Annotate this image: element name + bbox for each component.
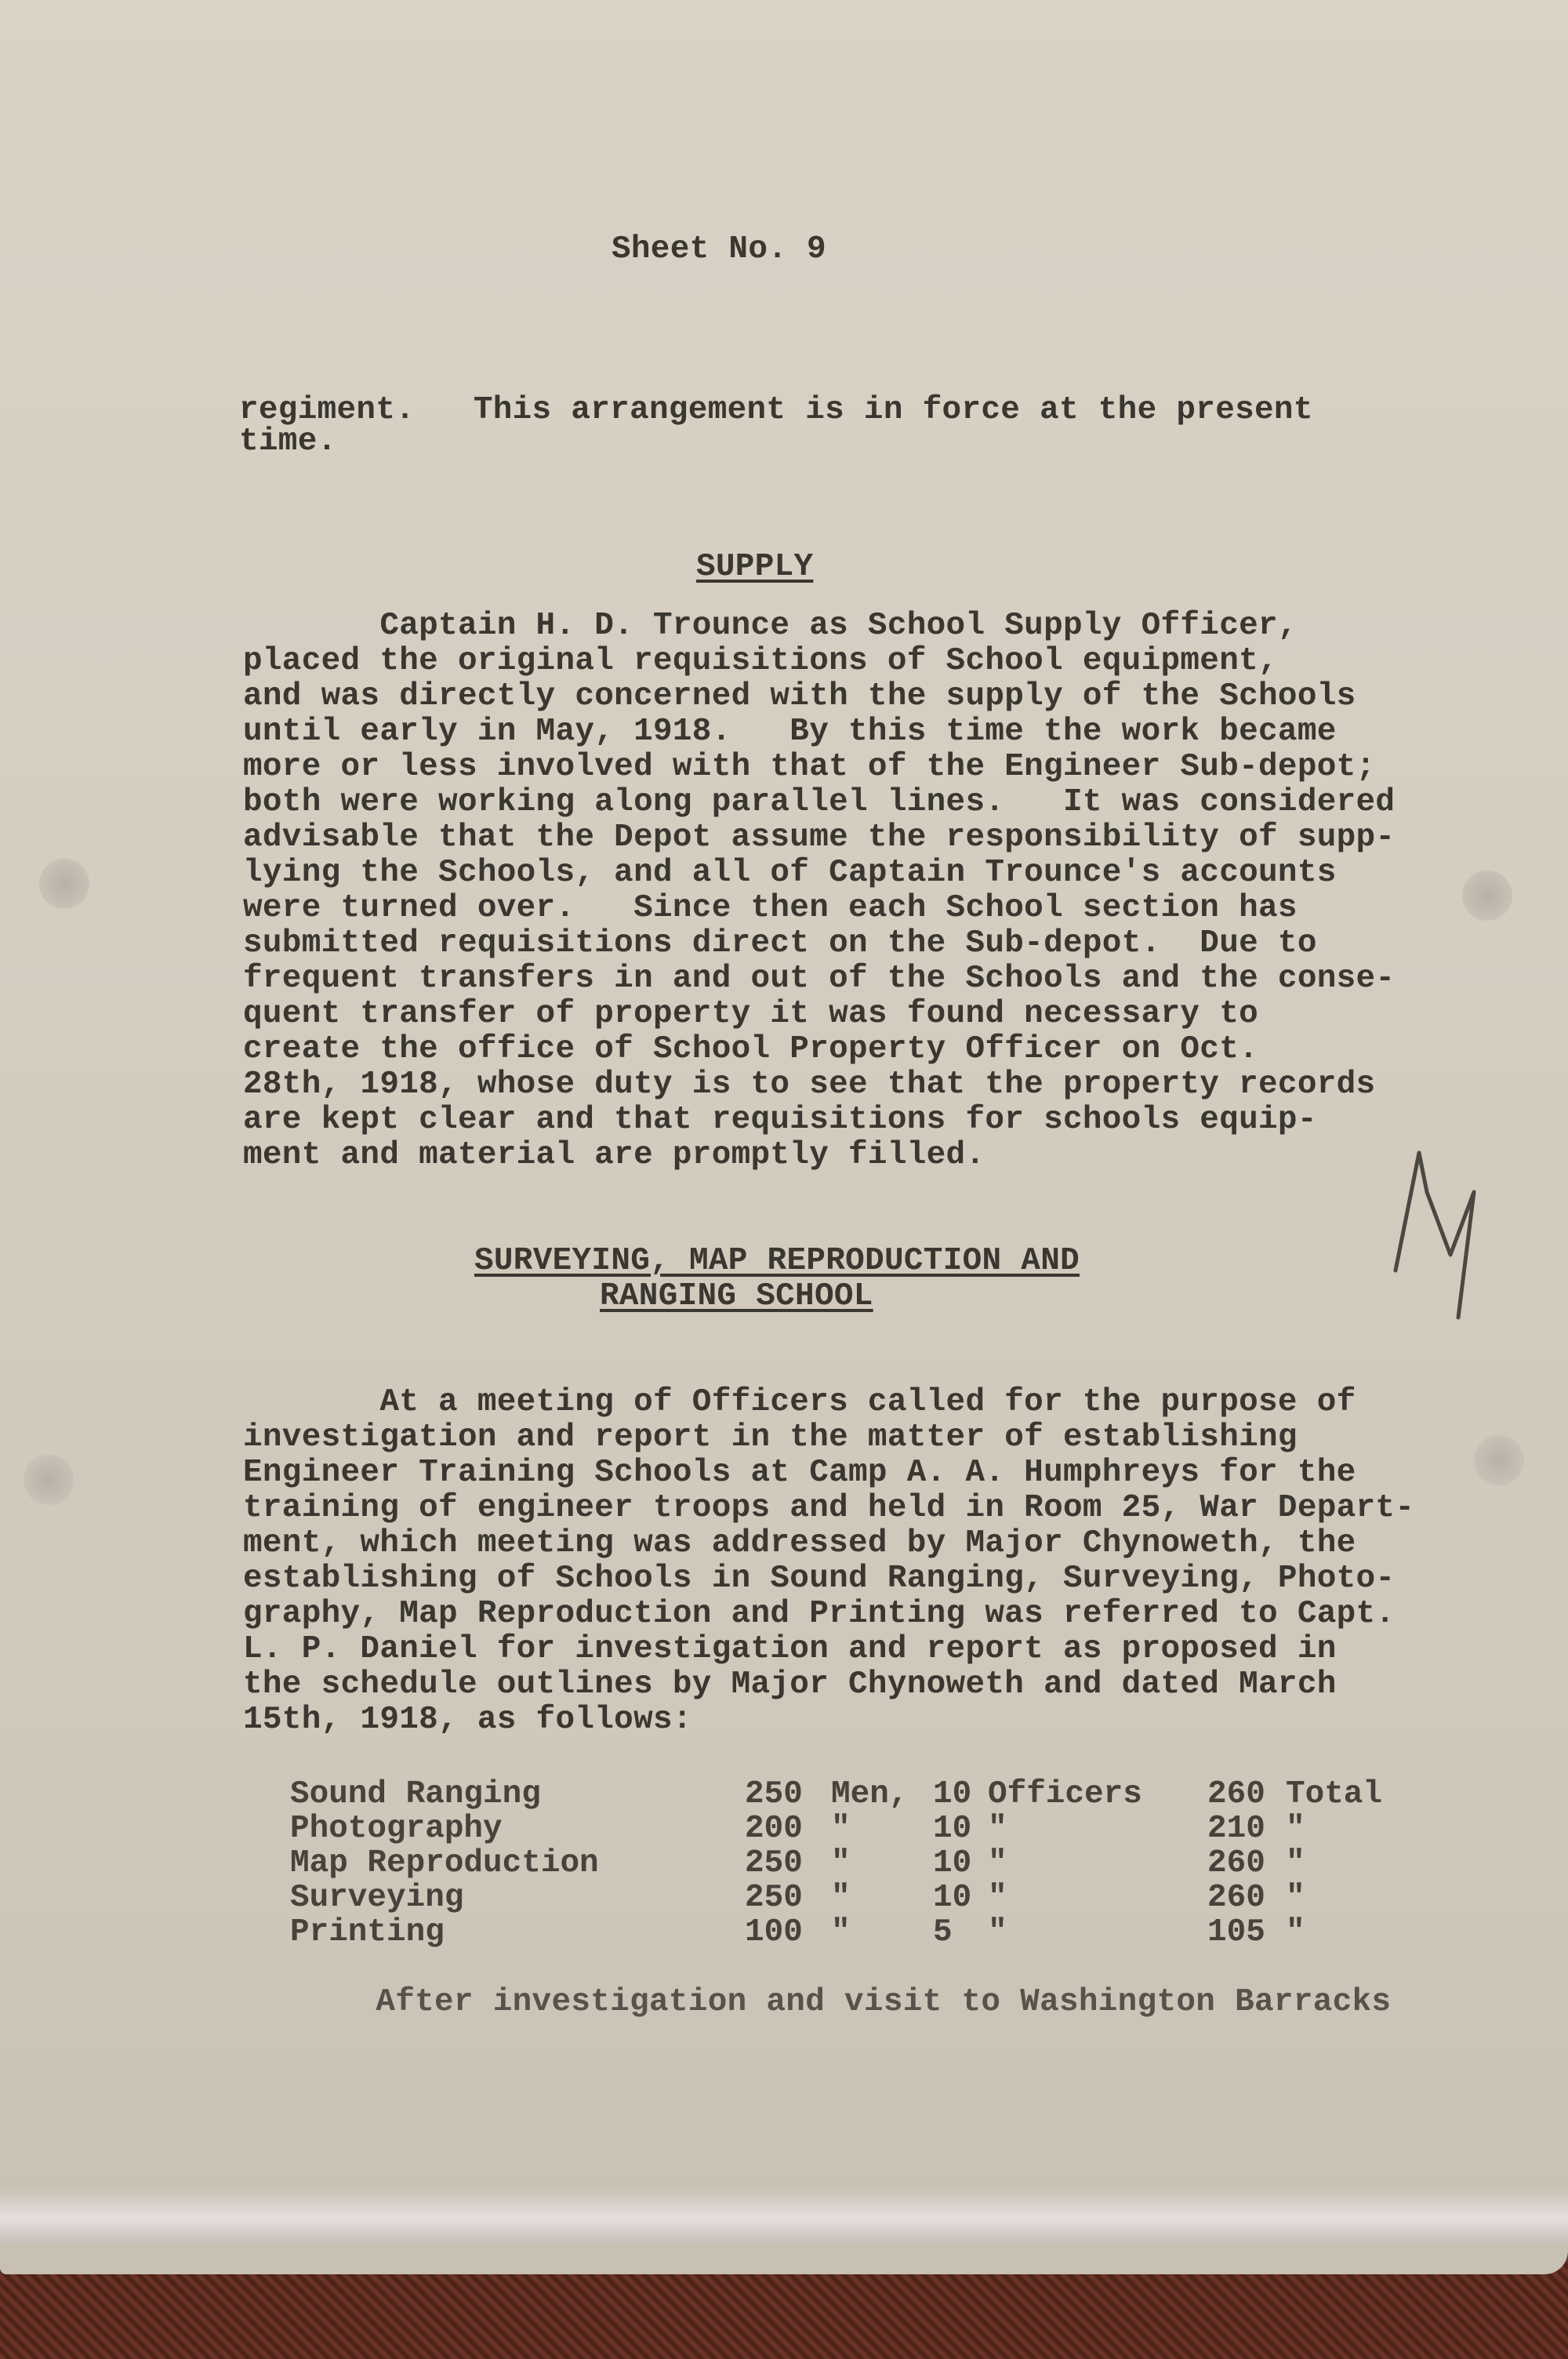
table-cell-officers-unit: " xyxy=(988,1811,1007,1847)
text-line: the schedule outlines by Major Chynoweth and dated March xyxy=(243,1667,1337,1703)
table-cell-total: 260 xyxy=(1207,1880,1265,1916)
table-cell-school: Photography xyxy=(290,1811,503,1847)
text-line: 15th, 1918, as follows: xyxy=(243,1702,692,1738)
table-cell-men: 250 xyxy=(745,1845,803,1881)
surveying-heading-line2: RANGING SCHOOL xyxy=(600,1278,873,1314)
text-line: Captain H. D. Trounce as School Supply Officer, xyxy=(243,608,1298,644)
text-line: Engineer Training Schools at Camp A. A. Humphreys for the xyxy=(243,1455,1356,1491)
table-cell-total-unit: " xyxy=(1286,1845,1305,1881)
text-line: lying the Schools, and all of Captain Trounce's accounts xyxy=(243,855,1337,891)
table-cell-total-unit: " xyxy=(1286,1811,1305,1847)
table-row xyxy=(290,1880,1388,1916)
punch-hole xyxy=(39,859,89,909)
table-cell-total-unit: " xyxy=(1286,1914,1305,1950)
table-cell-officers: 10 xyxy=(933,1845,972,1881)
table-cell-officers-unit: " xyxy=(988,1914,1007,1950)
table-cell-men-unit: " xyxy=(831,1880,851,1916)
table-cell-officers: 10 xyxy=(933,1776,972,1812)
surveying-heading-line1: SURVEYING, MAP REPRODUCTION AND xyxy=(474,1243,1080,1279)
text-line: quent transfer of property it was found necessary to xyxy=(243,996,1259,1032)
table-cell-men-unit: " xyxy=(831,1914,851,1950)
text-line: more or less involved with that of the Engineer Sub-depot; xyxy=(243,749,1376,785)
text-line: establishing of Schools in Sound Ranging, Surveying, Photo- xyxy=(243,1561,1396,1597)
table-row xyxy=(290,1811,1388,1847)
text-line: both were working along parallel lines. It was considered xyxy=(243,784,1396,820)
table-cell-officers: 10 xyxy=(933,1880,972,1916)
table-cell-school: Sound Ranging xyxy=(290,1776,541,1812)
handwritten-check-mark xyxy=(1380,1145,1490,1325)
punch-hole xyxy=(1474,1435,1524,1485)
table-cell-officers-unit: Officers xyxy=(988,1776,1142,1812)
table-row xyxy=(290,1914,1388,1950)
text-line: graphy, Map Reproduction and Printing was referred to Capt. xyxy=(243,1596,1396,1632)
intro-line: time. xyxy=(239,423,337,460)
text-line: investigation and report in the matter of establishing xyxy=(243,1419,1298,1456)
plastic-sleeve-shine xyxy=(0,2188,1568,2243)
table-cell-men-unit: " xyxy=(831,1845,851,1881)
intro-line: regiment. This arrangement is in force at the present xyxy=(239,392,1313,428)
text-line: advisable that the Depot assume the responsibility of supp- xyxy=(243,820,1396,856)
punch-hole xyxy=(1462,871,1512,921)
table-cell-officers: 10 xyxy=(933,1811,972,1847)
table-cell-total: 210 xyxy=(1207,1811,1265,1847)
table-cell-school: Surveying xyxy=(290,1880,464,1916)
text-line: and was directly concerned with the supply of the Schools xyxy=(243,678,1356,714)
table-cell-men: 250 xyxy=(745,1776,803,1812)
text-line: are kept clear and that requisitions for schools equip- xyxy=(243,1102,1317,1138)
table-cell-men: 100 xyxy=(745,1914,803,1950)
table-cell-officers: 5 xyxy=(933,1914,953,1950)
table-cell-men-unit: " xyxy=(831,1811,851,1847)
table-cell-total: 105 xyxy=(1207,1914,1265,1950)
punch-hole xyxy=(24,1455,74,1505)
table-cell-men: 200 xyxy=(745,1811,803,1847)
text-line: ment and material are promptly filled. xyxy=(243,1137,985,1173)
text-line: frequent transfers in and out of the Schools and the conse- xyxy=(243,961,1396,997)
table-cell-total: 260 xyxy=(1207,1776,1265,1812)
text-line: At a meeting of Officers called for the purpose of xyxy=(243,1384,1356,1420)
table-cell-men: 250 xyxy=(745,1880,803,1916)
table-cell-total-unit: " xyxy=(1286,1880,1305,1916)
table-row xyxy=(290,1845,1388,1881)
table-cell-school: Map Reproduction xyxy=(290,1845,599,1881)
supply-heading: SUPPLY xyxy=(696,549,814,585)
table-cell-school: Printing xyxy=(290,1914,445,1950)
table-row xyxy=(290,1776,1388,1812)
text-line: ment, which meeting was addressed by Major Chynoweth, the xyxy=(243,1525,1356,1561)
text-line: submitted requisitions direct on the Sub-depot. Due to xyxy=(243,925,1317,961)
sheet-number: Sheet No. 9 xyxy=(612,231,826,267)
text-line: training of engineer troops and held in Room 25, War Depart- xyxy=(243,1490,1415,1526)
text-line: create the office of School Property Officer on Oct. xyxy=(243,1031,1259,1067)
text-line: were turned over. Since then each School section has xyxy=(243,890,1298,926)
table-cell-men-unit: Men, xyxy=(831,1776,909,1812)
text-line: 28th, 1918, whose duty is to see that the property records xyxy=(243,1067,1376,1103)
text-line: until early in May, 1918. By this time the work became xyxy=(243,714,1337,750)
table-cell-total: 260 xyxy=(1207,1845,1265,1881)
text-line: placed the original requisitions of School equipment, xyxy=(243,643,1278,679)
closing-line: After investigation and visit to Washington Barracks xyxy=(239,1984,1392,2020)
table-cell-officers-unit: " xyxy=(988,1845,1007,1881)
table-cell-officers-unit: " xyxy=(988,1880,1007,1916)
table-cell-total-unit: Total xyxy=(1286,1776,1383,1812)
text-line: L. P. Daniel for investigation and report as proposed in xyxy=(243,1631,1337,1667)
